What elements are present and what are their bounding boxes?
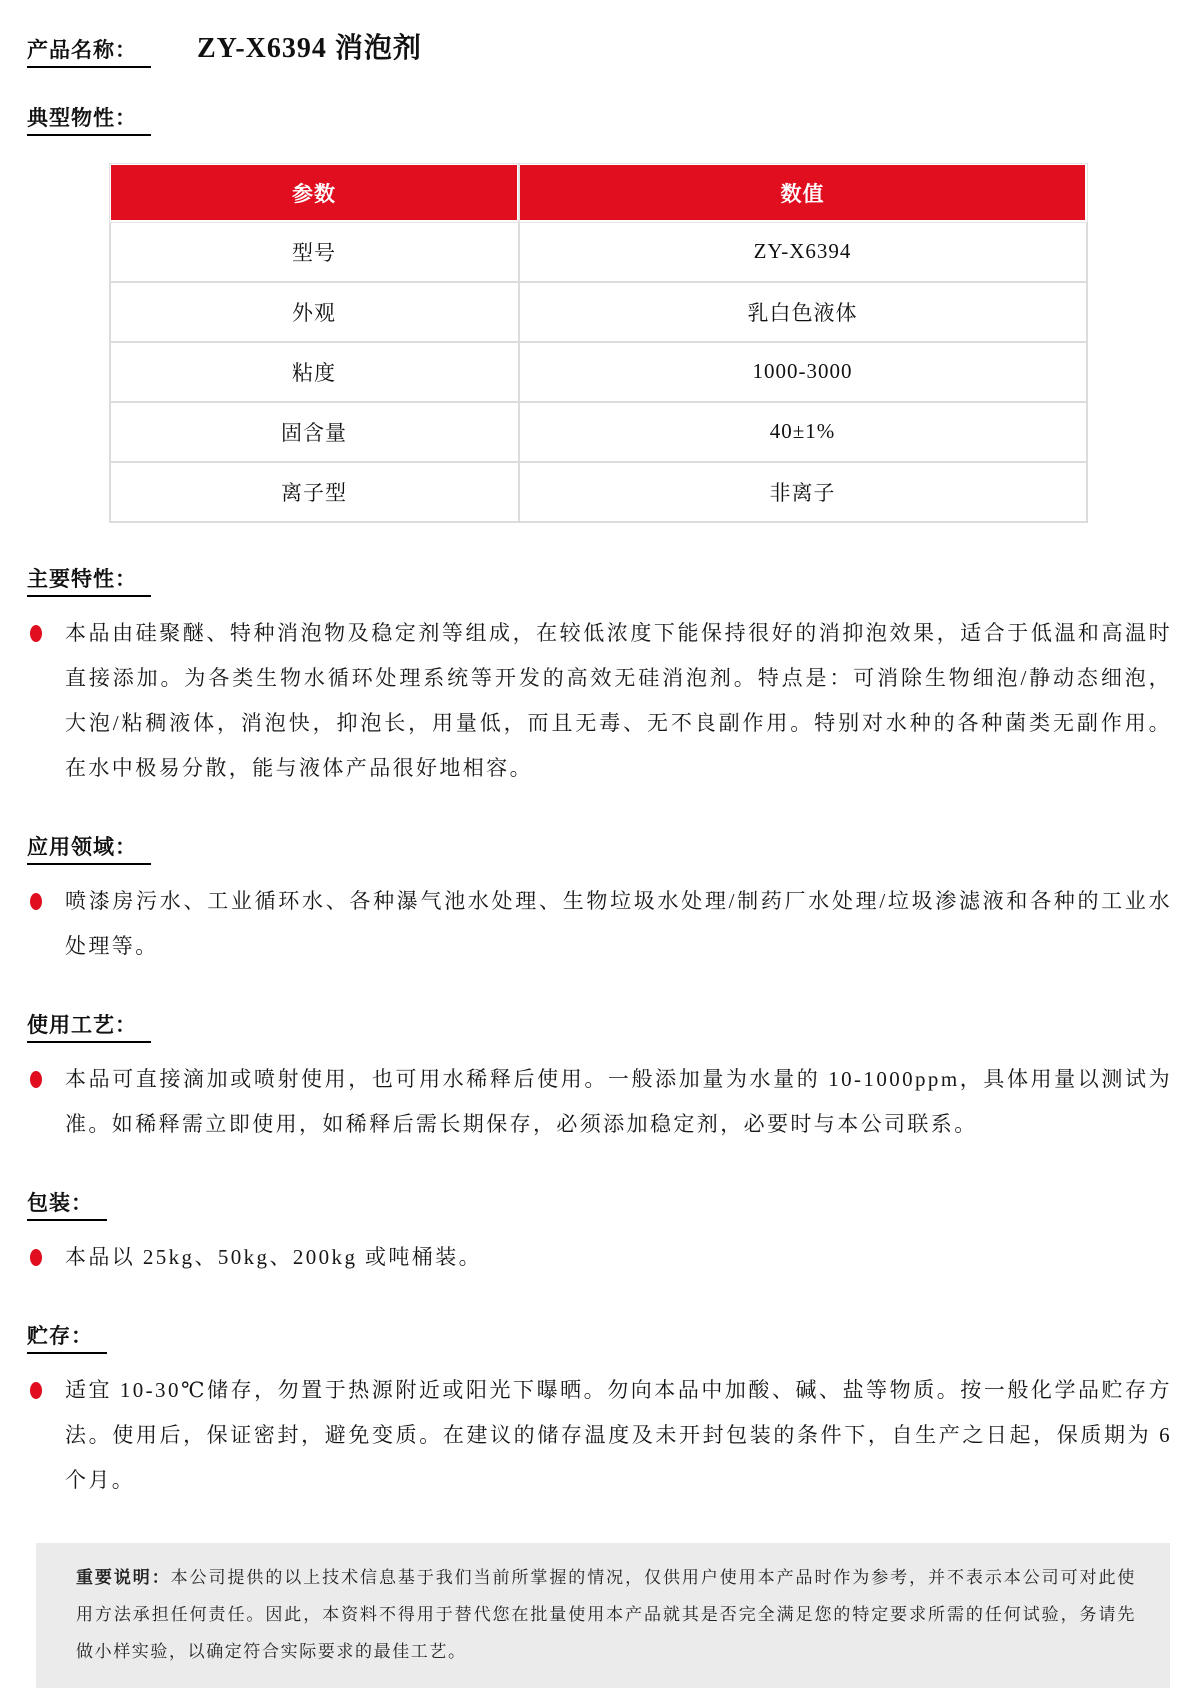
page-title: ZY-X6394 消泡剂 [197, 33, 422, 64]
bullet-item [27, 1235, 1172, 1280]
bullet-marker-icon [30, 625, 42, 642]
section-heading: 应用领域： [27, 831, 151, 865]
properties-table [108, 162, 1088, 523]
bullet-item [27, 1368, 1172, 1503]
disclaimer-text: 本公司提供的以上技术信息基于我们当前所掌握的情况，仅供用户使用本产品时作为参考，并不表示本公司可对此使用方法承担任何责任。因此，本资料不得用于替代您在批量使用本产品就其是否完全满足您的特定要求所需的任何试验，务请先做小样实验，以确定符合实际要求的最佳工艺。 [76, 1567, 1136, 1661]
properties-section [27, 102, 1172, 136]
bullet-marker-icon [30, 893, 42, 910]
cell-value: ZY-X6394 [519, 222, 1087, 282]
bullet-marker-icon [30, 1249, 42, 1266]
table-row [110, 402, 1087, 462]
properties-heading: 典型物性： [27, 102, 151, 136]
bullet-text: 本品以 25kg、50kg、200kg 或吨桶装。 [65, 1244, 482, 1269]
bullet-marker-icon [30, 1071, 42, 1088]
cell-parameter: 离子型 [110, 462, 519, 522]
title-row [27, 26, 1172, 68]
table-row [110, 342, 1087, 402]
column-header-value: 数值 [519, 164, 1087, 222]
table-header-row [110, 164, 1087, 222]
bullet-text: 本品可直接滴加或喷射使用，也可用水稀释后使用。一般添加量为水量的 10-1000ppm，具体用量以测试为准。如稀释需立即使用，如稀释后需长期保存，必须添加稳定剂，必要时与本公司联系。 [65, 1066, 1172, 1136]
cell-parameter: 固含量 [110, 402, 519, 462]
product-name-label: 产品名称： [27, 34, 151, 68]
section-heading: 包装： [27, 1187, 107, 1221]
cell-parameter: 外观 [110, 282, 519, 342]
section-heading: 使用工艺： [27, 1009, 151, 1043]
bullet-text: 本品由硅聚醚、特种消泡物及稳定剂等组成，在较低浓度下能保持很好的消抑泡效果，适合于低温和高温时直接添加。为各类生物水循环处理系统等开发的高效无硅消泡剂。特点是：可消除生物细泡/静动态细泡，大泡/粘稠液体，消泡快，抑泡长，用量低，而且无毒、无不良副作用。特别对水种的各种菌类无副作用。在水中极易分散，能与液体产品很好地相容。 [65, 620, 1172, 780]
section-applications [27, 831, 1172, 865]
cell-value: 1000-3000 [519, 342, 1087, 402]
cell-value: 非离子 [519, 462, 1087, 522]
bullet-item [27, 1057, 1172, 1147]
disclaimer-label: 重要说明： [76, 1567, 171, 1587]
column-header-parameter: 参数 [110, 164, 519, 222]
disclaimer-box [36, 1543, 1170, 1688]
section-heading: 贮存： [27, 1320, 107, 1354]
section-usage [27, 1009, 1172, 1043]
bullet-item [27, 879, 1172, 969]
bullet-text: 喷漆房污水、工业循环水、各种瀑气池水处理、生物垃圾水处理/制药厂水处理/垃圾渗滤液和各种的工业水处理等。 [65, 888, 1172, 958]
section-heading: 主要特性： [27, 563, 151, 597]
cell-value: 40±1% [519, 402, 1087, 462]
cell-parameter: 型号 [110, 222, 519, 282]
bullet-marker-icon [30, 1382, 42, 1399]
cell-parameter: 粘度 [110, 342, 519, 402]
table-row [110, 282, 1087, 342]
section-main-features [27, 563, 1172, 597]
bullet-item [27, 611, 1172, 791]
table-row [110, 462, 1087, 522]
cell-value: 乳白色液体 [519, 282, 1087, 342]
section-packaging [27, 1187, 1172, 1221]
section-storage [27, 1320, 1172, 1354]
table-row [110, 222, 1087, 282]
bullet-text: 适宜 10-30℃储存，勿置于热源附近或阳光下曝晒。勿向本品中加酸、碱、盐等物质。按一般化学品贮存方法。使用后，保证密封，避免变质。在建议的储存温度及未开封包装的条件下，自生产之日起，保质期为 6 个月。 [65, 1377, 1172, 1492]
